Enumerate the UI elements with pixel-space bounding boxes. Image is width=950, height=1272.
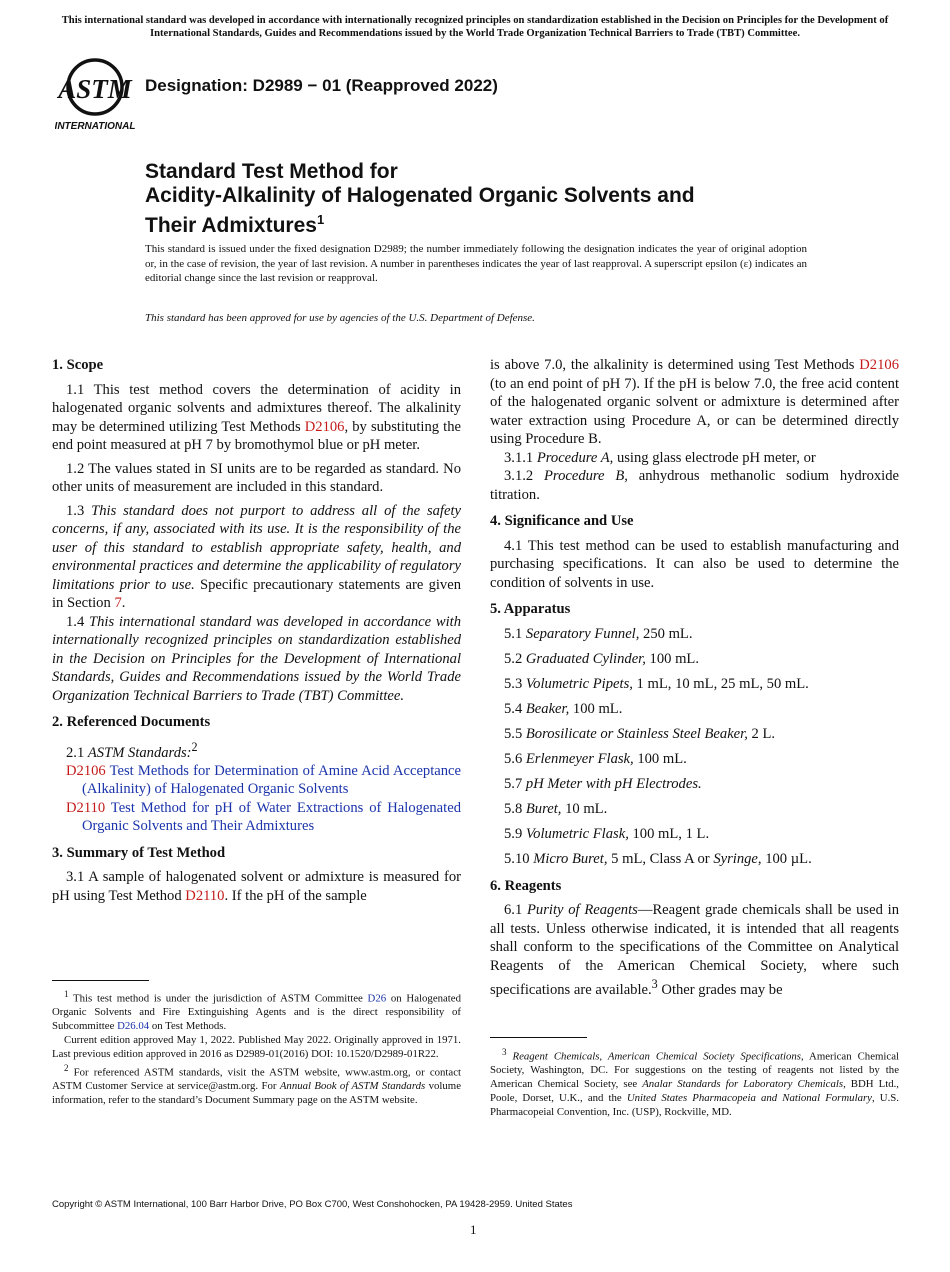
title-line-2: Acidity-Alkalinity of Halogenated Organic Solvents and xyxy=(145,184,695,207)
section-4-heading: 4. Significance and Use xyxy=(490,513,634,529)
logo-label: INTERNATIONAL xyxy=(55,121,135,132)
para-1-3: 1.3 This standard does not purport to address all of the safety concerns, if any, associated with its use. It is the responsibility of the user of this standard to establish appropriate safety, health, and environmental practices and determine the applicability of regulatory limitations prior to use. Specific precautionary statements are given in Section 7. xyxy=(52,502,461,611)
footnotes-right xyxy=(490,1046,899,1120)
section-1-heading: 1. Scope xyxy=(52,357,104,373)
para-4-1: 4.1 This test method can be used to establish manufacturing and purchasing specifications. It can also be used to determine the condition of solvents in use. xyxy=(490,537,899,591)
left-column xyxy=(52,356,461,905)
footnote-ref-2[interactable]: 2 xyxy=(191,739,198,754)
title-line-3-text: Their Admixtures xyxy=(145,214,317,237)
footnote-1-edition: Current edition approved May 1, 2022. Published May 2022. Originally approved in 1971. Last previous edition approved in 2016 as D2989-01(2016) DOI: 10.1520/D2989-01R22. xyxy=(52,1033,461,1060)
apparatus-item: 5.7 pH Meter with pH Electrodes. xyxy=(504,776,702,793)
footnote-rule xyxy=(52,980,149,981)
para-3-1-continued: is above 7.0, the alkalinity is determined using Test Methods D2106 (to an end point of pH 7). If the pH is below 7.0, the free acid content of the halogenated organic solvent or admixture is determined after water extraction using Procedure A, or can be determined directly using Procedure B. xyxy=(490,357,899,447)
designation: Designation: D2989 − 01 (Reapproved 2022) xyxy=(145,76,498,95)
link-d2110[interactable]: D2110 xyxy=(185,887,225,904)
link-d2106-b[interactable]: D2106 xyxy=(859,357,899,373)
reference-d2110[interactable]: D2110 Test Method for pH of Water Extractions of Halogenated Organic Solvents and Their Admixtures xyxy=(66,799,461,835)
title-footnote-ref[interactable]: 1 xyxy=(316,212,325,227)
para-1-4: 1.4 This international standard was developed in accordance with internationally recognized principles on standardization established in the Decision on Principles for the Development of International Standards, Guides and Recommendations issued by the World Trade Organization Technical Barriers to Trade (TBT) Committee. xyxy=(52,613,462,704)
footnotes-left xyxy=(52,988,461,1108)
title-line-3 xyxy=(145,208,865,238)
right-column xyxy=(490,356,899,1000)
page-number: 1 xyxy=(470,1222,477,1237)
apparatus-item: 5.2 Graduated Cylinder, 100 mL. xyxy=(504,650,699,667)
link-d2106[interactable]: D2106 xyxy=(304,418,345,435)
footnote-3: $^3$ Reagent Chemicals, American Chemical Society Specifications, American Chemical Society, Washington, DC. For suggestions on the testing of reagents not listed by the American Chemical Society, see Analar Standards for Laboratory Chemicals, BDH Ltd., Poole, Dorset, U.K., and the United States Pharmacopeia and National Formulary, U.S. Pharmacopeial Convention, Inc. (USP), Rockville, MD. xyxy=(490,1047,900,1118)
apparatus-item: 5.3 Volumetric Pipets, 1 mL, 10 mL, 25 mL, 50 mL. xyxy=(504,675,809,692)
page-title xyxy=(145,160,865,238)
link-d26[interactable]: D26 xyxy=(367,992,387,1005)
apparatus-item: 5.10 Micro Buret, 5 mL, Class A or Syringe, 100 µL. xyxy=(504,851,812,868)
para-6-1: 6.1 Purity of Reagents—Reagent grade chemicals shall be used in all tests. Unless otherwise indicated, it is intended that all reagents shall conform to the specifications of the Committee on Analytical Reagents of the American Chemical Society, where such specifications are available.$^3$ Other grades may be xyxy=(490,902,899,999)
para-3-1: 3.1 A sample of halogenated solvent or admixture is measured for pH using Test Method D2110. If the pH of the sample xyxy=(52,869,461,904)
apparatus-item: 5.6 Erlenmeyer Flask, 100 mL. xyxy=(504,750,687,767)
footnote-ref-3[interactable]: 3 xyxy=(651,977,658,992)
reference-d2106[interactable]: D2106 Test Methods for Determination of Amine Acid Acceptance (Alkalinity) of Halogenated Organic Solvents xyxy=(66,762,461,798)
para-3-1-1: 3.1.1 Procedure A, using glass electrode pH meter, or xyxy=(504,449,816,466)
footnote-1: $^1$ This test method is under the jurisdiction of ASTM Committee D26 on Halogenated Organic Solvents and Fire Extinguishing Agents and is the direct responsibility of Subcommittee D26.04 on Test Methods. xyxy=(52,989,461,1033)
section-5-heading: 5. Apparatus xyxy=(490,601,571,617)
para-3-1-2: 3.1.2 Procedure B, anhydrous methanolic sodium hydroxide titration. xyxy=(490,468,899,503)
footnote-2: $^2$ For referenced ASTM standards, visit the ASTM website, www.astm.org, or contact ASTM Customer Service at service@astm.org. For Annual Book of ASTM Standards volume information, refer to the standard’s Document Summary page on the ASTM website. xyxy=(52,1062,461,1106)
section-3-heading: 3. Summary of Test Method xyxy=(52,844,226,861)
link-d26-04[interactable]: D26.04 xyxy=(117,1020,150,1033)
link-section-7[interactable]: 7 xyxy=(114,595,122,611)
astm-logo-icon xyxy=(55,56,135,132)
wto-notice: This international standard was developed in accordance with internationally recognized principles on standardization established in the Decision on Principles for the Development of International Standards, Guides and Recommendations issued by the World Trade Organization Technical Barriers to Trade (TBT) Committee. xyxy=(61,15,889,39)
apparatus-item: 5.5 Borosilicate or Stainless Steel Beaker, 2 L. xyxy=(504,725,776,742)
para-1-1: 1.1 This test method covers the determination of acidity in halogenated organic solvents and admixtures thereof. The alkalinity may be determined utilizing Test Methods D2106, by substituting the end point measured at pH 7 by bromothymol blue or pH meter. xyxy=(52,381,461,453)
section-2-heading: 2. Referenced Documents xyxy=(52,714,211,730)
section-6-heading: 6. Reagents xyxy=(490,877,562,894)
dod-approval: This standard has been approved for use by agencies of the U.S. Department of Defense. xyxy=(145,312,535,324)
para-2-1: 2.1 ASTM Standards:$^2$ xyxy=(66,739,198,761)
apparatus-list xyxy=(490,625,899,869)
logo-mark: ASTM xyxy=(58,74,132,104)
apparatus-item: 5.1 Separatory Funnel, 250 mL. xyxy=(504,625,693,642)
footnote-rule-right xyxy=(490,1037,587,1038)
copyright-footer: Copyright © ASTM International, 100 Barr Harbor Drive, PO Box C700, West Conshohocken, PA 19428-2959. United States xyxy=(52,1199,573,1210)
apparatus-item: 5.4 Beaker, 100 mL. xyxy=(504,700,623,717)
issuance-note: This standard is issued under the fixed designation D2989; the number immediately following the designation indicates the year of original adoption or, in the case of revision, the year of last revision. A number in parentheses indicates the year of last reapproval. A superscript epsilon (ε) indicates an editorial change since the last revision or reapproval. xyxy=(145,243,807,285)
apparatus-item: 5.9 Volumetric Flask, 100 mL, 1 L. xyxy=(504,826,710,843)
apparatus-item: 5.8 Buret, 10 mL. xyxy=(504,801,608,818)
para-1-2: 1.2 The values stated in SI units are to be regarded as standard. No other units of measurement are included in this standard. xyxy=(52,460,461,495)
title-line-1: Standard Test Method for xyxy=(145,160,398,183)
